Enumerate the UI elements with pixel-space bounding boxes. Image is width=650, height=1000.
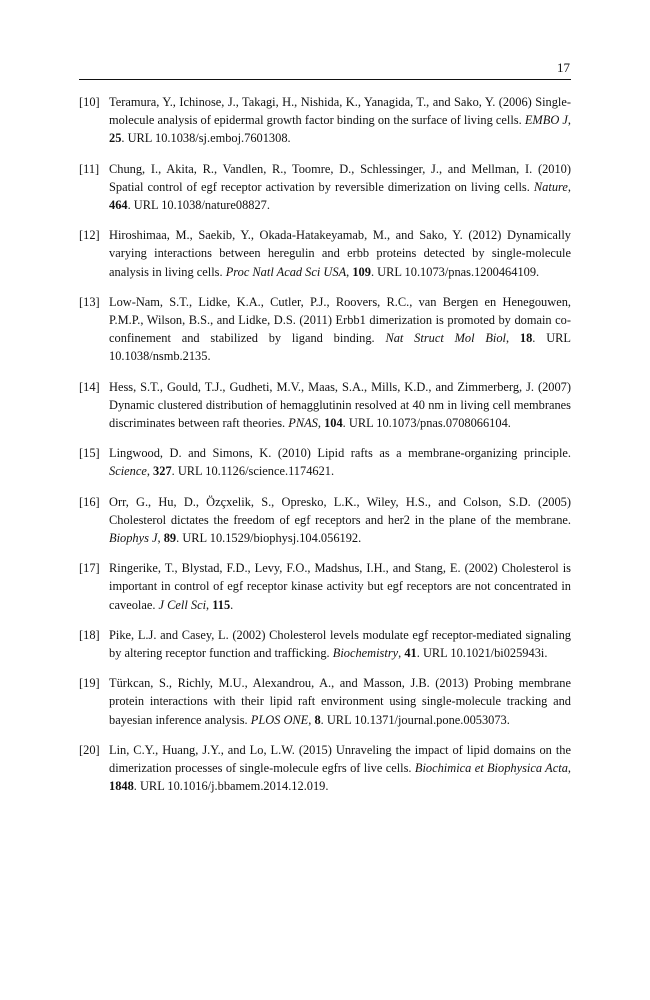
reference-url: URL 10.1021/bi025943i. xyxy=(422,646,548,661)
reference-number: [18] xyxy=(79,627,100,642)
reference-authors-title: Orr, G., Hu, D., Özçxelik, S., Opresko, L.K., Wiley, H.S., and Colson, S.D. (2005) Cholesterol dictates the freedom of egf receptors and her2 in the plane of the membrane. xyxy=(109,494,571,527)
reference-text: Ringerike, T., Blystad, F.D., Levy, F.O., Madshus, I.H., and Stang, E. (2002) Cholesterol is important in control of egf receptor kinase activity but egf receptors are not concentrated in caveolae. J Cell Sci, 115. xyxy=(109,561,571,612)
reference-item xyxy=(79,559,571,614)
reference-number: [20] xyxy=(79,742,100,757)
reference-item xyxy=(79,444,571,480)
reference-url: URL 10.1038/nature08827. xyxy=(133,198,270,213)
reference-authors-title: Lingwood, D. and Simons, K. (2010) Lipid rafts as a membrane-organizing principle. xyxy=(109,446,571,461)
reference-item xyxy=(79,93,571,148)
reference-url: URL 10.1038/sj.emboj.7601308. xyxy=(127,131,291,146)
reference-volume: 327 xyxy=(153,464,172,479)
reference-volume: 18 xyxy=(519,331,533,346)
reference-authors-title: Teramura, Y., Ichinose, J., Takagi, H., Nishida, K., Yanagida, T., and Sako, Y. (2006) Single-molecule analysis of epidermal growth factor binding on the surface of living cells. xyxy=(109,95,571,128)
reference-item xyxy=(79,378,571,433)
reference-item xyxy=(79,293,571,366)
reference-authors-title: Lin, C.Y., Huang, J.Y., and Lo, L.W. (2015) Unraveling the impact of lipid domains on the dimerization processes of single-molecule egfrs of live cells. xyxy=(109,742,571,776)
reference-text: Lin, C.Y., Huang, J.Y., and Lo, L.W. (2015) Unraveling the impact of lipid domains on the dimerization processes of single-molecule egfrs of live cells. Biochimica et Biophysica Acta, 1848. URL 10.1016/j.bbamem.2014.12.019. xyxy=(109,742,571,794)
reference-item xyxy=(79,226,571,281)
reference-number: [15] xyxy=(79,446,100,461)
reference-journal: Biochemistry xyxy=(332,646,399,661)
reference-url: URL 10.1126/science.1174621. xyxy=(177,464,335,479)
reference-authors-title: Türkcan, S., Richly, M.U., Alexandrou, A., and Masson, J.B. (2013) Probing membrane protein interactions with their lipid raft environment using single-molecule tracking and bayesian inference analysis. xyxy=(109,676,571,727)
reference-authors-title: Hiroshimaa, M., Saekib, Y., Okada-Hatakeyamab, M., and Sako, Y. (2012) Dynamically varying interactions between heregulin and erbb proteins detected by single-molecule analysis in living cells. xyxy=(109,228,571,279)
reference-journal: PNAS xyxy=(288,416,318,431)
reference-number: [13] xyxy=(79,294,100,309)
header-rule xyxy=(79,79,571,80)
reference-authors-title: Pike, L.J. and Casey, L. (2002) Cholesterol levels modulate egf receptor-mediated signaling by altering receptor function and trafficking. xyxy=(109,627,571,661)
reference-journal: Nature xyxy=(533,179,568,194)
reference-text: Pike, L.J. and Casey, L. (2002) Cholesterol levels modulate egf receptor-mediated signaling by altering receptor function and trafficking. Biochemistry, 41. URL 10.1021/bi025943i. xyxy=(109,627,571,661)
reference-volume: 109 xyxy=(352,264,371,279)
reference-text: Teramura, Y., Ichinose, J., Takagi, H., Nishida, K., Yanagida, T., and Sako, Y. (2006) Single-molecule analysis of epidermal growth factor binding on the surface of living cells. EMBO J, 25. URL 10.1038/sj.emboj.7601308. xyxy=(109,95,571,146)
reference-url: URL 10.1073/pnas.1200464109. xyxy=(377,264,540,279)
reference-number: [16] xyxy=(79,494,100,509)
reference-number: [14] xyxy=(79,379,100,394)
reference-number: [11] xyxy=(79,161,100,176)
reference-authors-title: Chung, I., Akita, R., Vandlen, R., Toomre, D., Schlessinger, J., and Mellman, I. (2010) Spatial control of egf receptor activation by reversible dimerization on living cells. xyxy=(109,161,571,194)
reference-text: Chung, I., Akita, R., Vandlen, R., Toomre, D., Schlessinger, J., and Mellman, I. (2010) Spatial control of egf receptor activation by reversible dimerization on living cells. Nature, 464. URL 10.1038/nature08827. xyxy=(109,161,571,213)
reference-authors-title: Hess, S.T., Gould, T.J., Gudheti, M.V., Maas, S.A., Mills, K.D., and Zimmerberg, J. (2007) Dynamic clustered distribution of hemagglutinin resolved at 40 nm in living cell membranes discriminates between raft theories. xyxy=(109,379,571,431)
reference-text: Hess, S.T., Gould, T.J., Gudheti, M.V., Maas, S.A., Mills, K.D., and Zimmerberg, J. (2007) Dynamic clustered distribution of hemagglutinin resolved at 40 nm in living cell membranes discriminates between raft theories. PNAS, 104. URL 10.1073/pnas.0708066104. xyxy=(109,379,571,431)
reference-text: Hiroshimaa, M., Saekib, Y., Okada-Hatakeyamab, M., and Sako, Y. (2012) Dynamically varying interactions between heregulin and erbb proteins detected by single-molecule analysis in living cells. Proc Natl Acad Sci USA, 109. URL 10.1073/pnas.1200464109. xyxy=(109,228,571,279)
reference-text: Lingwood, D. and Simons, K. (2010) Lipid rafts as a membrane-organizing principle. Science, 327. URL 10.1126/science.1174621. xyxy=(109,446,571,479)
reference-number: [17] xyxy=(79,561,100,576)
reference-journal: Nat Struct Mol Biol xyxy=(385,331,506,346)
reference-url: URL 10.1016/j.bbamem.2014.12.019. xyxy=(139,779,329,794)
reference-volume: 104 xyxy=(324,416,343,431)
reference-journal: Biophys J xyxy=(109,531,158,546)
reference-item xyxy=(79,493,571,548)
reference-number: [19] xyxy=(79,676,100,691)
reference-list xyxy=(79,93,571,808)
reference-item xyxy=(79,741,571,796)
reference-volume: 464 xyxy=(109,198,128,213)
reference-url: URL 10.1371/journal.pone.0053073. xyxy=(326,712,510,727)
reference-volume: 115 xyxy=(212,597,231,612)
reference-url: URL 10.1038/nsmb.2135. xyxy=(109,331,571,364)
reference-url: URL 10.1073/pnas.0708066104. xyxy=(348,416,511,431)
reference-journal: Biochimica et Biophysica Acta xyxy=(414,761,568,776)
reference-url: URL 10.1529/biophysj.104.056192. xyxy=(182,531,362,546)
reference-text: Orr, G., Hu, D., Özçxelik, S., Opresko, L.K., Wiley, H.S., and Colson, S.D. (2005) Cholesterol dictates the freedom of egf receptors and her2 in the plane of the membrane. Biophys J, 89. URL 10.1529/biophysj.104.056192. xyxy=(109,494,571,546)
reference-journal: EMBO J xyxy=(524,113,568,128)
reference-volume: 89 xyxy=(163,531,177,546)
reference-volume: 8 xyxy=(314,712,321,727)
page-number: 17 xyxy=(557,60,570,75)
reference-authors-title: Low-Nam, S.T., Lidke, K.A., Cutler, P.J., Roovers, R.C., van Bergen en Henegouwen, P.M.P., Wilson, B.S., and Lidke, D.S. (2011) Erbb1 dimerization is promoted by domain co-confinement and stabilized by ligand binding. xyxy=(109,294,571,346)
reference-volume: 41 xyxy=(404,646,417,661)
reference-journal: J Cell Sci xyxy=(158,597,207,612)
reference-item xyxy=(79,160,571,215)
reference-text: Türkcan, S., Richly, M.U., Alexandrou, A., and Masson, J.B. (2013) Probing membrane protein interactions with their lipid raft environment using single-molecule tracking and bayesian inference analysis. PLOS ONE, 8. URL 10.1371/journal.pone.0053073. xyxy=(109,676,571,727)
reference-item xyxy=(79,674,571,729)
reference-authors-title: Ringerike, T., Blystad, F.D., Levy, F.O., Madshus, I.H., and Stang, E. (2002) Cholesterol is important in control of egf receptor kinase activity but egf receptors are not concentrated in caveolae. xyxy=(109,561,571,612)
reference-journal: Proc Natl Acad Sci USA xyxy=(225,264,347,279)
reference-journal: Science xyxy=(109,464,147,479)
reference-number: [12] xyxy=(79,228,100,243)
reference-volume: 1848 xyxy=(109,779,134,794)
reference-item xyxy=(79,626,571,662)
reference-journal: PLOS ONE xyxy=(250,712,309,727)
reference-volume: 25 xyxy=(109,131,122,146)
reference-text: Low-Nam, S.T., Lidke, K.A., Cutler, P.J., Roovers, R.C., van Bergen en Henegouwen, P.M.P., Wilson, B.S., and Lidke, D.S. (2011) Erbb1 dimerization is promoted by domain co-confinement and stabilized by ligand binding. Nat Struct Mol Biol, 18. URL 10.1038/nsmb.2135. xyxy=(109,294,571,364)
reference-number: [10] xyxy=(79,95,100,109)
